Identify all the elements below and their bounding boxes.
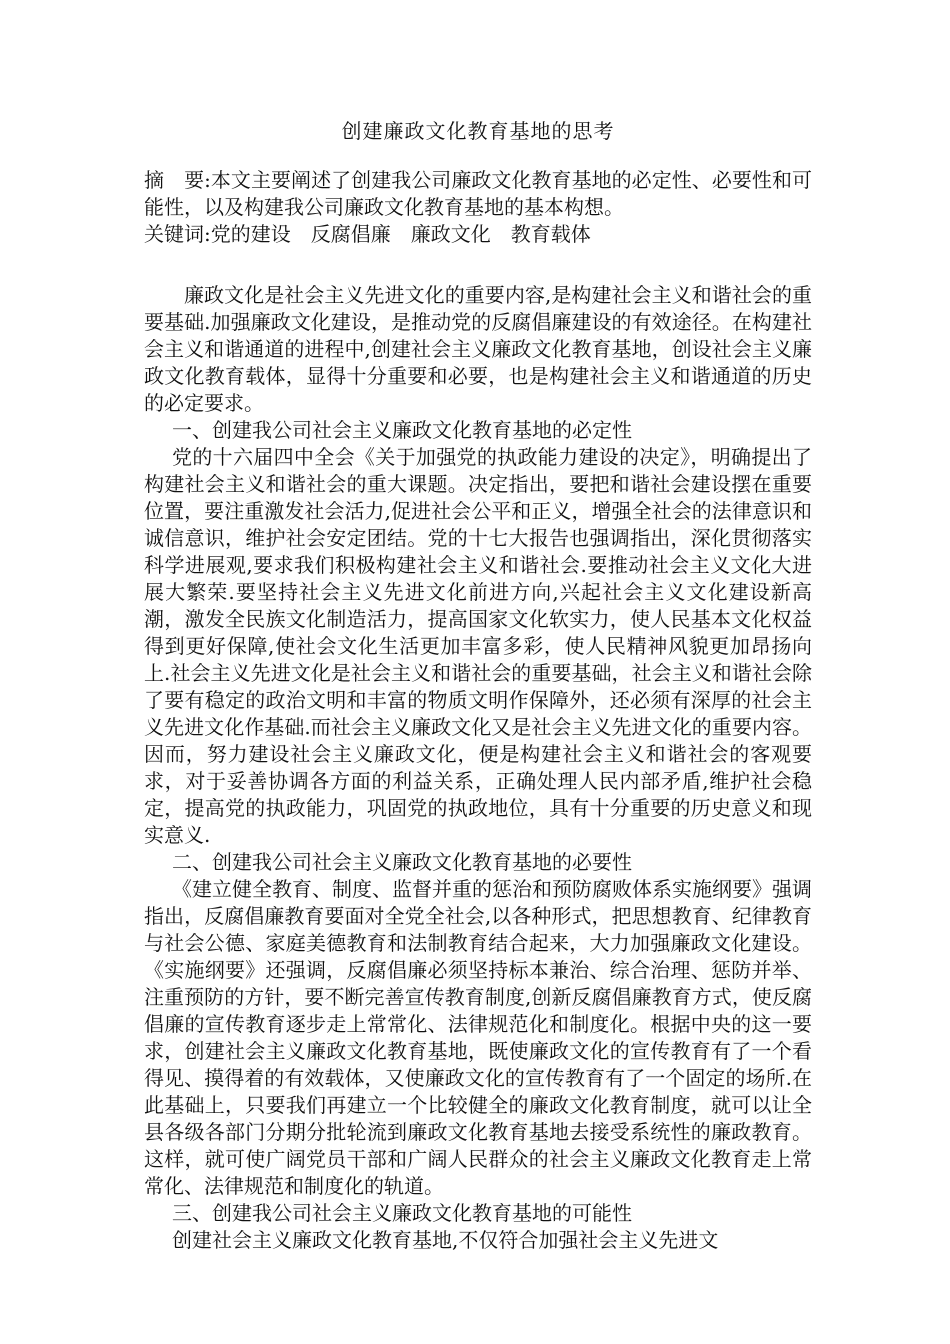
section2-paragraph: 《建立健全教育、制度、监督并重的惩治和预防腐败体系实施纲要》强调指出，反腐倡廉教育要面对全党全社会,以各种形式，把思想教育、纪律教育与社会公德、家庭美德教育和法制教育结合起来，大力加强廉政文化建设。《实施纲要》还强调，反腐倡廉必须坚持标本兼治、综合治理、惩防并举、注重预防的方针，要不断完善宣传教育制度,创新反腐倡廉教育方式，使反腐倡廉的宣传教育逐步走上常常化、法律规范化和制度化。根据中央的这一要求，创建社会主义廉政文化教育基地，既使廉政文化的宣传教育有了一个看得见、摸得着的有效载体，又使廉政文化的宣传教育有了一个固定的场所.在此基础上，只要我们再建立一个比较健全的廉政文化教育制度，就可以让全县各级各部门分期分批轮流到廉政文化教育基地去接受系统性的廉政教育。这样，就可使广阔党员干部和广阔人民群众的社会主义廉政文化教育走上常常化、法律规范和制度化的轨道。	[144, 877, 812, 1198]
document-title: 创建廉政文化教育基地的思考	[341, 119, 615, 143]
document-page	[144, 118, 812, 1254]
abstract: 摘 要:本文主要阐述了创建我公司廉政文化教育基地的必定性、必要性和可能性，以及构建我公司廉政文化教育基地的基本构想。	[144, 168, 812, 219]
document-body	[144, 282, 812, 1254]
section-spacer	[144, 248, 812, 282]
section1-paragraph: 党的十六届四中全会《关于加强党的执政能力建设的决定》，明确提出了构建社会主义和谐社会的重大课题。决定指出，要把和谐社会建设摆在重要位置，要注重激发社会活力,促进社会公平和正义，增强全社会的法律意识和诚信意识，维护社会安定团结。党的十七大报告也强调指出，深化贯彻落实科学进展观,要求我们积极构建社会主义和谐社会.要推动社会主义文化大进展大繁荣.要坚持社会主义先进文化前进方向,兴起社会主义文化建设新高潮，激发全民族文化制造活力，提高国家文化软实力，使人民基本文化权益得到更好保障,使社会文化生活更加丰富多彩，使人民精神风貌更加昂扬向上.社会主义先进文化是社会主义和谐社会的重要基础，社会主义和谐社会除了要有稳定的政治文明和丰富的物质文明作保障外，还必须有深厚的社会主义先进文化作基础.而社会主义廉政文化又是社会主义先进文化的重要内容。因而，努力建设社会主义廉政文化，便是构建社会主义和谐社会的客观要求，对于妥善协调各方面的利益关系，正确处理人民内部矛盾,维护社会稳定，提高党的执政能力，巩固党的执政地位，具有十分重要的历史意义和现实意义.	[144, 445, 812, 847]
document-meta	[144, 167, 812, 248]
section3-heading: 三、创建我公司社会主义廉政文化教育基地的可能性	[172, 1201, 632, 1225]
section3-paragraph: 创建社会主义廉政文化教育基地,不仅符合加强社会主义先进文	[172, 1228, 719, 1252]
section2-heading: 二、创建我公司社会主义廉政文化教育基地的必要性	[172, 850, 632, 874]
section1-heading: 一、创建我公司社会主义廉政文化教育基地的必定性	[172, 418, 632, 442]
keywords: 关键词:党的建设 反腐倡廉 廉政文化 教育载体	[144, 222, 591, 246]
intro-paragraph: 廉政文化是社会主义先进文化的重要内容,是构建社会主义和谐社会的重要基础.加强廉政文化建设，是推动党的反腐倡廉建设的有效途径。在构建社会主义和谐通道的进程中,创建社会主义廉政文化教育基地，创设社会主义廉政文化教育载体，显得十分重要和必要，也是构建社会主义和谐通道的历史的必定要求。	[144, 283, 812, 415]
